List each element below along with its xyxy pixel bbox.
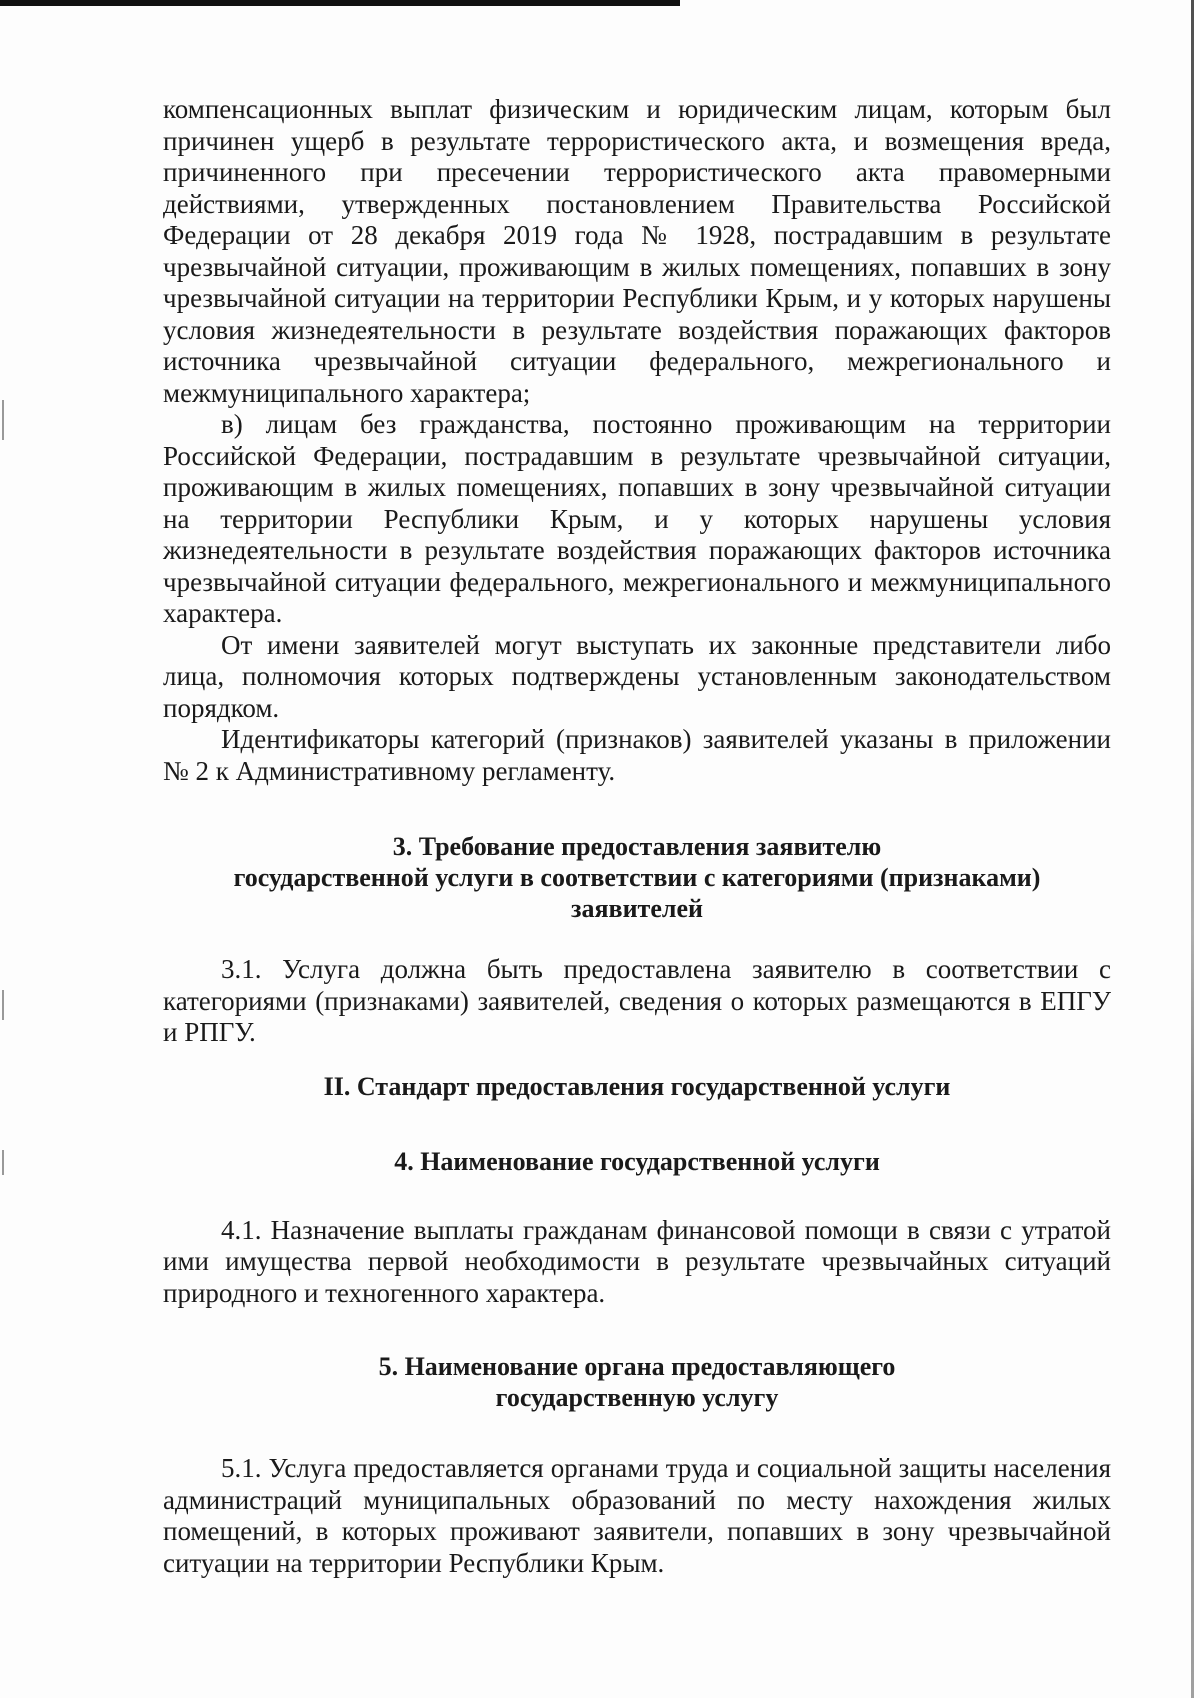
section-3-heading-line: государственной услуги в соответствии с категориями (признаками) bbox=[233, 863, 1041, 892]
paragraph-item-v: в) лицам без гражданства, постоянно проживающим на территории Российской Федерации, пострадавшим в результате чрезвычайной ситуации, проживающим в жилых помещениях, попавших в зону чрезвычайной ситуации на территории Республики Крым, и у которых нарушены условия жизнедеятельности в результате воздействия поражающих факторов источника чрезвычайной ситуации федерального, межрегионального и межмуниципального характера. bbox=[163, 409, 1111, 628]
scan-border-right bbox=[1191, 0, 1194, 1698]
section-5-heading-line: государственную услугу bbox=[495, 1383, 779, 1412]
section-3-body: 3.1. Услуга должна быть предоставлена заявителю в соответствии с категориями (признаками) заявителей, сведения о которых размещаются в ЕПГУ и РПГУ. bbox=[163, 954, 1111, 1047]
section-3-heading-line: заявителей bbox=[571, 894, 703, 923]
section-4-body: 4.1. Назначение выплаты гражданам финансовой помощи в связи с утратой ими имущества первой необходимости в результате чрезвычайных ситуаций природного и техногенного характера. bbox=[163, 1214, 1111, 1308]
section-5-heading bbox=[163, 1351, 1111, 1413]
section-5-heading-line: 5. Наименование органа предоставляющего bbox=[378, 1352, 896, 1381]
scan-border-top bbox=[0, 0, 680, 6]
part-2-heading: II. Стандарт предоставления государственной услуги bbox=[323, 1071, 951, 1101]
scan-mark-left bbox=[2, 400, 4, 440]
document-body bbox=[163, 94, 1111, 1579]
section-3-heading bbox=[163, 831, 1111, 924]
scan-mark-left bbox=[2, 1150, 4, 1175]
section-5-body: 5.1. Услуга предоставляется органами труда и социальной защиты населения администраций муниципальных образований по месту нахождения жилых помещений, в которых проживают заявители, попавших в зону чрезвычайной ситуации на территории Республики Крым. bbox=[163, 1453, 1111, 1578]
section-4-heading: 4. Наименование государственной услуги bbox=[394, 1146, 880, 1176]
paragraph-representatives: От имени заявителей могут выступать их законные представители либо лица, полномочия которых подтверждены установленным законодательством порядком. bbox=[163, 629, 1111, 723]
section-3-heading-line: 3. Требование предоставления заявителю bbox=[392, 832, 882, 861]
paragraph-continuation: компенсационных выплат физическим и юридическим лицам, которым был причинен ущерб в результате террористического акта, и возмещения вреда, причиненного при пресечении террористического акта правомерными действиями, утвержденных постановлением Правительства Российской Федерации от 28 декабря 2019 года № 1928, пострадавшим в результате чрезвычайной ситуации, проживающим в жилых помещениях, попавших в зону чрезвычайной ситуации на территории Республики Крым, и у которых нарушены условия жизнедеятельности в результате воздействия поражающих факторов источника чрезвычайной ситуации федерального, межрегионального и межмуниципального характера; bbox=[163, 94, 1111, 408]
scan-mark-left bbox=[2, 990, 4, 1020]
paragraph-identifiers: Идентификаторы категорий (признаков) заявителей указаны в приложении № 2 к Административному регламенту. bbox=[163, 724, 1111, 786]
